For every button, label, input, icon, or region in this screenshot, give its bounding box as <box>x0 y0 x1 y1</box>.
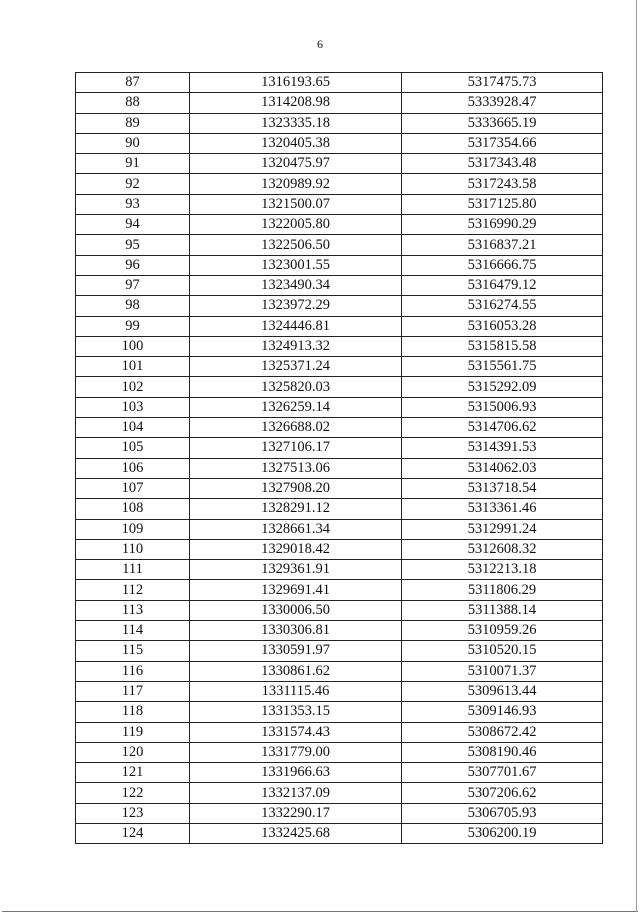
y-coordinate-cell: 5317475.73 <box>402 73 603 93</box>
y-coordinate-cell: 5312608.32 <box>402 539 603 559</box>
y-coordinate-cell: 5333665.19 <box>402 113 603 133</box>
table-row <box>76 73 603 93</box>
point-number-cell: 105 <box>76 438 190 458</box>
y-coordinate-cell: 5311806.29 <box>402 580 603 600</box>
point-number-cell: 119 <box>76 722 190 742</box>
y-coordinate-cell: 5333928.47 <box>402 93 603 113</box>
point-number-cell: 88 <box>76 93 190 113</box>
x-coordinate-cell: 1324913.32 <box>190 336 402 356</box>
y-coordinate-cell: 5309146.93 <box>402 702 603 722</box>
x-coordinate-cell: 1330861.62 <box>190 661 402 681</box>
point-number-cell: 108 <box>76 499 190 519</box>
table-row <box>76 255 603 275</box>
table-row <box>76 133 603 153</box>
table-row <box>76 560 603 580</box>
table-row <box>76 174 603 194</box>
x-coordinate-cell: 1331353.15 <box>190 702 402 722</box>
x-coordinate-cell: 1331115.46 <box>190 681 402 701</box>
y-coordinate-cell: 5307701.67 <box>402 763 603 783</box>
y-coordinate-cell: 5317243.58 <box>402 174 603 194</box>
point-number-cell: 95 <box>76 235 190 255</box>
point-number-cell: 97 <box>76 275 190 295</box>
point-number-cell: 99 <box>76 316 190 336</box>
table-row <box>76 803 603 823</box>
table-row <box>76 458 603 478</box>
y-coordinate-cell: 5313718.54 <box>402 478 603 498</box>
x-coordinate-cell: 1325820.03 <box>190 377 402 397</box>
table-row <box>76 621 603 641</box>
point-number-cell: 101 <box>76 357 190 377</box>
y-coordinate-cell: 5317354.66 <box>402 133 603 153</box>
point-number-cell: 103 <box>76 397 190 417</box>
table-row <box>76 702 603 722</box>
point-number-cell: 111 <box>76 560 190 580</box>
table-row <box>76 93 603 113</box>
x-coordinate-cell: 1329361.91 <box>190 560 402 580</box>
table-row <box>76 783 603 803</box>
y-coordinate-cell: 5308190.46 <box>402 742 603 762</box>
table-row <box>76 661 603 681</box>
table-row <box>76 641 603 661</box>
table-row <box>76 235 603 255</box>
x-coordinate-cell: 1332425.68 <box>190 823 402 843</box>
y-coordinate-cell: 5316666.75 <box>402 255 603 275</box>
x-coordinate-cell: 1320989.92 <box>190 174 402 194</box>
x-coordinate-cell: 1323972.29 <box>190 296 402 316</box>
table-row <box>76 316 603 336</box>
y-coordinate-cell: 5315561.75 <box>402 357 603 377</box>
y-coordinate-cell: 5314391.53 <box>402 438 603 458</box>
x-coordinate-cell: 1332137.09 <box>190 783 402 803</box>
table-row <box>76 681 603 701</box>
y-coordinate-cell: 5309613.44 <box>402 681 603 701</box>
table-row <box>76 418 603 438</box>
x-coordinate-cell: 1331574.43 <box>190 722 402 742</box>
point-number-cell: 114 <box>76 621 190 641</box>
point-number-cell: 96 <box>76 255 190 275</box>
point-number-cell: 100 <box>76 336 190 356</box>
x-coordinate-cell: 1326688.02 <box>190 418 402 438</box>
point-number-cell: 87 <box>76 73 190 93</box>
point-number-cell: 115 <box>76 641 190 661</box>
x-coordinate-cell: 1322506.50 <box>190 235 402 255</box>
scan-edge-right <box>636 0 637 912</box>
y-coordinate-cell: 5312213.18 <box>402 560 603 580</box>
table-row <box>76 763 603 783</box>
y-coordinate-cell: 5316274.55 <box>402 296 603 316</box>
table-row <box>76 275 603 295</box>
x-coordinate-cell: 1320405.38 <box>190 133 402 153</box>
table-row <box>76 215 603 235</box>
x-coordinate-cell: 1329691.41 <box>190 580 402 600</box>
point-number-cell: 104 <box>76 418 190 438</box>
x-coordinate-cell: 1323001.55 <box>190 255 402 275</box>
table-row <box>76 478 603 498</box>
y-coordinate-cell: 5308672.42 <box>402 722 603 742</box>
y-coordinate-cell: 5317125.80 <box>402 194 603 214</box>
y-coordinate-cell: 5316837.21 <box>402 235 603 255</box>
point-number-cell: 121 <box>76 763 190 783</box>
point-number-cell: 106 <box>76 458 190 478</box>
point-number-cell: 113 <box>76 600 190 620</box>
x-coordinate-cell: 1324446.81 <box>190 316 402 336</box>
y-coordinate-cell: 5310071.37 <box>402 661 603 681</box>
x-coordinate-cell: 1322005.80 <box>190 215 402 235</box>
x-coordinate-cell: 1327513.06 <box>190 458 402 478</box>
point-number-cell: 112 <box>76 580 190 600</box>
x-coordinate-cell: 1332290.17 <box>190 803 402 823</box>
table-row <box>76 357 603 377</box>
page-number: 6 <box>317 37 323 51</box>
y-coordinate-cell: 5315815.58 <box>402 336 603 356</box>
y-coordinate-cell: 5314062.03 <box>402 458 603 478</box>
y-coordinate-cell: 5315292.09 <box>402 377 603 397</box>
point-number-cell: 110 <box>76 539 190 559</box>
x-coordinate-cell: 1314208.98 <box>190 93 402 113</box>
point-number-cell: 98 <box>76 296 190 316</box>
point-number-cell: 102 <box>76 377 190 397</box>
table-row <box>76 519 603 539</box>
table-row <box>76 742 603 762</box>
point-number-cell: 120 <box>76 742 190 762</box>
table-row <box>76 580 603 600</box>
y-coordinate-cell: 5316479.12 <box>402 275 603 295</box>
table-row <box>76 194 603 214</box>
point-number-cell: 93 <box>76 194 190 214</box>
y-coordinate-cell: 5316053.28 <box>402 316 603 336</box>
y-coordinate-cell: 5314706.62 <box>402 418 603 438</box>
y-coordinate-cell: 5307206.62 <box>402 783 603 803</box>
point-number-cell: 123 <box>76 803 190 823</box>
x-coordinate-cell: 1327908.20 <box>190 478 402 498</box>
table-row <box>76 336 603 356</box>
x-coordinate-cell: 1331779.00 <box>190 742 402 762</box>
x-coordinate-cell: 1323490.34 <box>190 275 402 295</box>
table-row <box>76 600 603 620</box>
y-coordinate-cell: 5306200.19 <box>402 823 603 843</box>
y-coordinate-cell: 5310520.15 <box>402 641 603 661</box>
y-coordinate-cell: 5312991.24 <box>402 519 603 539</box>
y-coordinate-cell: 5316990.29 <box>402 215 603 235</box>
y-coordinate-cell: 5306705.93 <box>402 803 603 823</box>
y-coordinate-cell: 5313361.46 <box>402 499 603 519</box>
point-number-cell: 122 <box>76 783 190 803</box>
coordinates-table <box>75 72 603 844</box>
scan-edge-bottom <box>2 911 638 912</box>
point-number-cell: 124 <box>76 823 190 843</box>
point-number-cell: 109 <box>76 519 190 539</box>
table-row <box>76 377 603 397</box>
point-number-cell: 118 <box>76 702 190 722</box>
table-row <box>76 722 603 742</box>
x-coordinate-cell: 1330006.50 <box>190 600 402 620</box>
point-number-cell: 117 <box>76 681 190 701</box>
x-coordinate-cell: 1330306.81 <box>190 621 402 641</box>
y-coordinate-cell: 5317343.48 <box>402 154 603 174</box>
coordinates-table-body <box>76 73 603 844</box>
table-row <box>76 397 603 417</box>
x-coordinate-cell: 1326259.14 <box>190 397 402 417</box>
table-row <box>76 296 603 316</box>
point-number-cell: 116 <box>76 661 190 681</box>
x-coordinate-cell: 1331966.63 <box>190 763 402 783</box>
point-number-cell: 91 <box>76 154 190 174</box>
y-coordinate-cell: 5310959.26 <box>402 621 603 641</box>
point-number-cell: 89 <box>76 113 190 133</box>
table-row <box>76 113 603 133</box>
y-coordinate-cell: 5311388.14 <box>402 600 603 620</box>
x-coordinate-cell: 1325371.24 <box>190 357 402 377</box>
x-coordinate-cell: 1330591.97 <box>190 641 402 661</box>
point-number-cell: 94 <box>76 215 190 235</box>
x-coordinate-cell: 1329018.42 <box>190 539 402 559</box>
x-coordinate-cell: 1320475.97 <box>190 154 402 174</box>
x-coordinate-cell: 1328291.12 <box>190 499 402 519</box>
table-row <box>76 539 603 559</box>
y-coordinate-cell: 5315006.93 <box>402 397 603 417</box>
point-number-cell: 90 <box>76 133 190 153</box>
table-row <box>76 823 603 843</box>
point-number-cell: 107 <box>76 478 190 498</box>
table-row <box>76 499 603 519</box>
x-coordinate-cell: 1327106.17 <box>190 438 402 458</box>
x-coordinate-cell: 1321500.07 <box>190 194 402 214</box>
table-row <box>76 438 603 458</box>
x-coordinate-cell: 1316193.65 <box>190 73 402 93</box>
x-coordinate-cell: 1328661.34 <box>190 519 402 539</box>
table-row <box>76 154 603 174</box>
x-coordinate-cell: 1323335.18 <box>190 113 402 133</box>
point-number-cell: 92 <box>76 174 190 194</box>
